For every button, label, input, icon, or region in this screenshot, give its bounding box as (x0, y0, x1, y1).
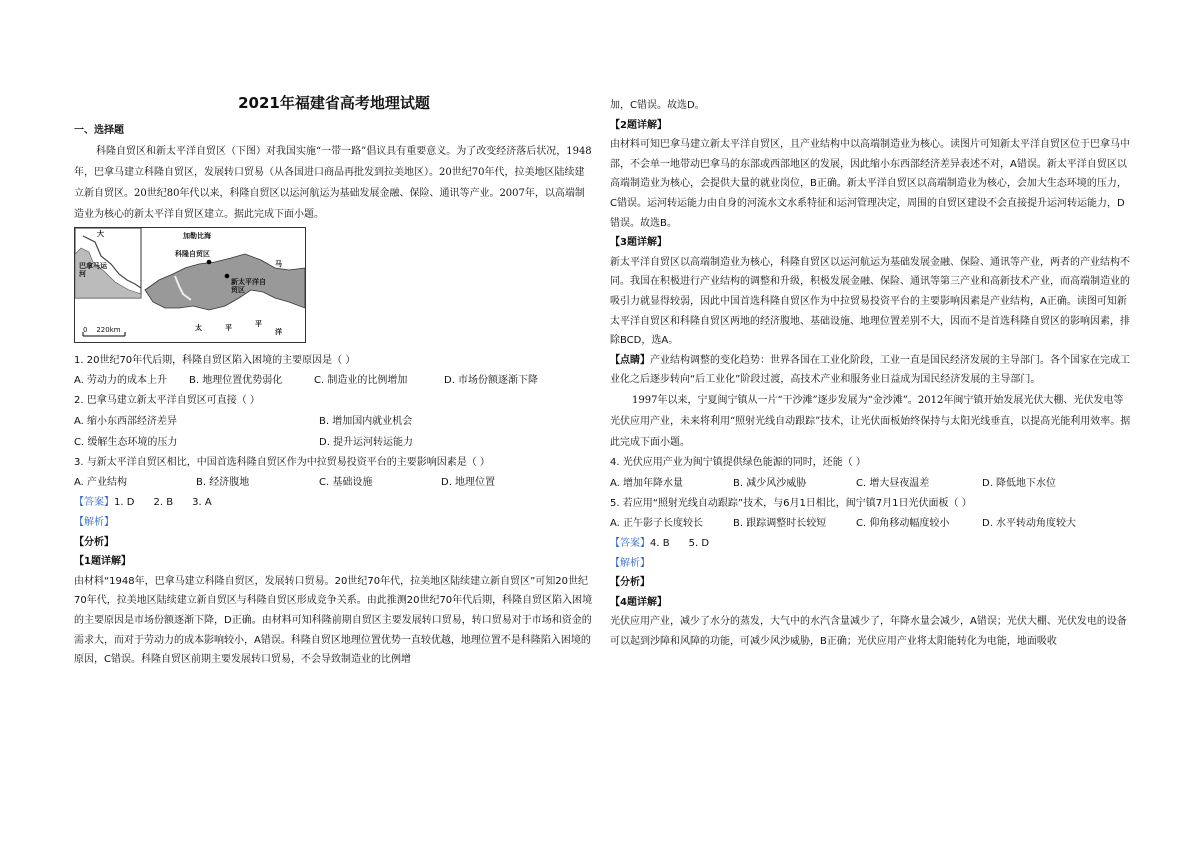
analysis-label-1: 【解析】 (74, 516, 114, 528)
q4-option-c: C. 增大昼夜温差 (856, 477, 930, 489)
q1-detail-text: 由材料“1948年，巴拿马建立科隆自贸区，发展转口贸易。20世纪70年代，拉美地区陆续建立新自贸区”可知20世纪70年代，拉美地区陆续建立新自贸区与科隆自贸区形成竞争关系。由此推测20世纪70年代后期，科隆自贸区陷入困境的主要原因是市场份额逐渐下降，D正确。由材料可知科隆前期自贸区主要发展转口贸易，转口贸易对于市场和资金的需求大，而对于劳动力的成本影响较小，A错误。科隆自贸区地理位置优势一直较优越，地理位置不是科隆陷入困境的原因，C错误。科隆自贸区前期主要发展转口贸易，不会导致制造业的比例增 (74, 575, 593, 666)
answer-values-2: 4. B 5. D (650, 538, 710, 550)
dianjing-text: 产业结构调整的变化趋势：世界各国在工业化阶段，工业一直是国民经济发展的主导部门。各个国家在完成工业化之后逐步转向“后工业化”阶段过渡，高技术产业和服务业日益成为国民经济发展的主导部门。 (610, 354, 1130, 386)
q2-detail-heading: 【2题详解】 (610, 119, 667, 131)
map-drawing (75, 228, 305, 342)
left-column (74, 92, 594, 670)
q2-detail-text: 由材料可知巴拿马建立新太平洋自贸区，且产业结构中以高端制造业为核心。读图片可知新太平洋自贸区位于巴拿马中部，不会单一地带动巴拿马的东部或西部地区的发展，因此缩小东西部经济差异表述不对，A错误。新太平洋自贸区以高端制造业为核心，会提供大量的就业岗位，B正确。新太平洋自贸区以高端制造业为核心，会加大生态环境的压力，C错误。运河转运能力由自身的河流水文水系特征和运河管理决定，周围的自贸区建设不会直接提升运河转运能力，D错误。故选B。 (610, 139, 1130, 229)
q1-options (74, 370, 594, 391)
q5-option-a: A. 正午影子长度较长 (610, 518, 704, 530)
q1-option-b: B. 地理位置优势弱化 (189, 375, 283, 387)
q2-option-a: A. 缩小东西部经济差异 (74, 415, 178, 427)
map-scale: 0 220km (83, 325, 121, 334)
answer-block-1 (74, 493, 594, 513)
question-3: 3. 与新太平洋自贸区相比，中国首选科隆自贸区作为中拉贸易投资平台的主要影响因素是（ ） (74, 456, 490, 468)
map-label-newpacific: 新太平洋自贸区 (231, 277, 266, 294)
q3-option-c: C. 基础设施 (319, 477, 373, 489)
q4-option-a: A. 增加年降水量 (610, 477, 684, 489)
q1-option-a: A. 劳动力的成本上升 (74, 375, 168, 387)
q3-detail-text: 新太平洋自贸区以高端制造业为核心，科隆自贸区以运河航运为基础发展金融、保险、通讯等产业，两者的产业结构不同。我国在积极进行产业结构的调整和升级，积极发展金融、保险、通讯等第三产业和高新技术产业，而高端制造业的吸引力就显得较弱，因此中国首选科隆自贸区作为中拉贸易投资平台的主要影响因素是产业结构，A正确。读图可知新太平洋自贸区和科隆自贸区两地的经济腹地、基础设施、地理位置差别不大，因而不是首选科隆自贸区的影响因素，排除BCD，选A。 (610, 256, 1130, 347)
panama-map (74, 227, 306, 343)
page-title: 2021年福建省高考地理试题 (238, 94, 430, 112)
answer-block-2 (610, 534, 1132, 554)
question-4: 4. 光伏应用产业为闽宁镇提供绿色能源的同时，还能（ ） (610, 456, 866, 468)
q3-option-a: A. 产业结构 (74, 477, 128, 489)
q2-option-c: C. 缓解生态环境的压力 (74, 436, 178, 448)
analysis-label-2: 【解析】 (610, 557, 650, 569)
dianjing-block (610, 351, 1132, 390)
q3-option-b: B. 经济腹地 (196, 477, 250, 489)
q4-option-b: B. 减少风沙威胁 (733, 477, 807, 489)
map-label-ma: 马 (275, 259, 282, 268)
q1-detail-heading: 【1题详解】 (74, 556, 131, 568)
q4-detail-text: 光伏应用产业，减少了水分的蒸发，大气中的水汽含量减少了，年降水量会减少，A错误；光伏大棚、光伏发电的设备可以起到沙障和风障的功能，可减少风沙威胁，B正确；光伏应用产业将太阳能转化为电能，地面吸收 (610, 616, 1127, 648)
q2-option-d: D. 提升运河转运能力 (319, 436, 414, 448)
q3-option-d: D. 地理位置 (441, 477, 496, 489)
q3-detail-heading: 【3题详解】 (610, 237, 667, 249)
answer-label-2: 【答案】 (610, 538, 650, 550)
q4-detail-heading: 【4题详解】 (610, 596, 667, 608)
q4-option-d: D. 降低地下水位 (982, 477, 1057, 489)
map-label-da: 大 (97, 229, 104, 238)
map-label-inset: 巴拿马运河 (79, 261, 107, 278)
q2-options-row1 (74, 411, 594, 432)
dianjing-label: 【点睛】 (610, 354, 650, 366)
map-label-colon: 科隆自贸区 (175, 249, 210, 258)
section-heading: 一、选择题 (74, 125, 124, 136)
right-column (610, 96, 1132, 652)
q5-option-c: C. 仰角移动幅度较小 (856, 518, 950, 530)
map-label-ocean-r: 平 (255, 319, 262, 328)
q1-detail-continued: 加，C错误。故选D。 (610, 100, 705, 111)
q2-option-b: B. 增加国内就业机会 (319, 415, 413, 427)
map-label-ocean-l: 太 (195, 323, 202, 332)
answer-label-1: 【答案】 (74, 497, 114, 509)
material-intro-2: 1997年以来，宁夏闽宁镇从一片“干沙滩”逐步发展为“金沙滩”。2012年闽宁镇开始发展光伏大棚、光伏发电等光伏应用产业，未来将利用“照射光线自动跟踪”技术，让光伏面板始终保持与太阳光线垂直，以提高光能利用效率。据此完成下面小题。 (610, 394, 1131, 448)
q5-option-b: B. 跟踪调整时长较短 (733, 518, 827, 530)
q1-option-d: D. 市场份额逐渐下降 (444, 375, 539, 387)
map-label-caribbean: 加勒比海 (183, 231, 211, 240)
map-label-ping: 平 (225, 323, 232, 332)
q3-options (74, 472, 594, 493)
fenxi-label-1: 【分析】 (74, 536, 114, 548)
question-2: 2. 巴拿马建立新太平洋自贸区可直接（ ） (74, 395, 260, 407)
question-5: 5. 若应用“照射光线自动跟踪”技术，与6月1日相比，闽宁镇7月1日光伏面板（ ） (610, 497, 972, 509)
material-intro-1: 科隆自贸区和新太平洋自贸区（下图）对我国实施“一带一路”倡议具有重要意义。为了改变经济落后状况，1948年，巴拿马建立科隆自贸区，发展转口贸易（从各国进口商品再批发到拉美地区）。20世纪70年代，拉美地区陆续建立新自贸区。20世纪80年代以来，科隆自贸区以运河航运为基础发展金融、保险、通讯等产业。2007年，以高端制造业为核心的新太平洋自贸区建立。据此完成下面小题。 (74, 145, 592, 220)
q4-options (610, 473, 1132, 494)
q5-options (610, 513, 1132, 534)
question-1: 1. 20世纪70年代后期，科隆自贸区陷入困境的主要原因是（ ） (74, 354, 356, 366)
answer-values-1: 1. D 2. B 3. A (114, 497, 212, 509)
map-label-ocean-r2: 洋 (275, 327, 282, 336)
q5-option-d: D. 水平转动角度较大 (982, 518, 1077, 530)
q2-options-row2 (74, 432, 594, 453)
fenxi-label-2: 【分析】 (610, 577, 650, 589)
q1-option-c: C. 制造业的比例增加 (314, 375, 408, 387)
